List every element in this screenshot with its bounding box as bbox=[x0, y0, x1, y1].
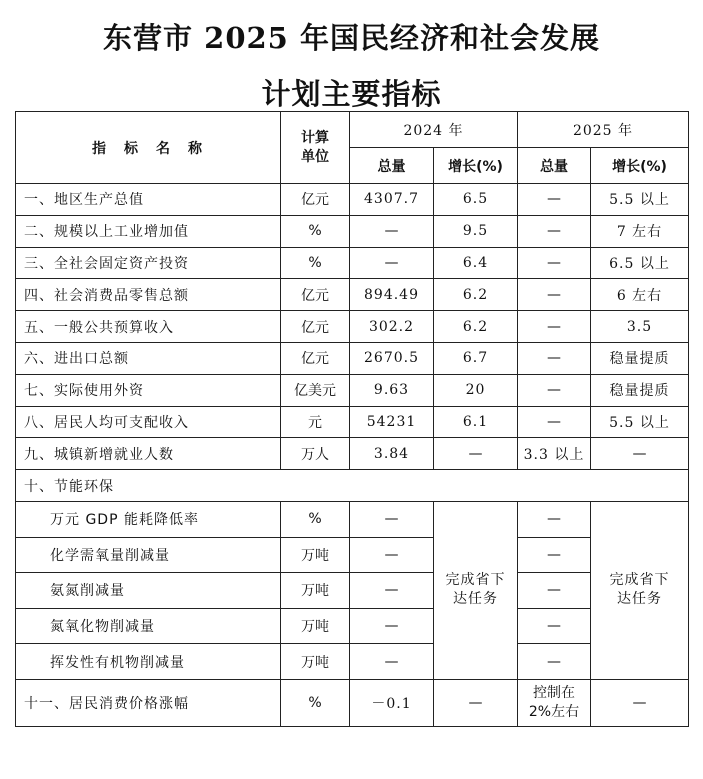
indicator-name: 八、居民人均可支配收入 bbox=[16, 406, 281, 438]
total-2025: — bbox=[518, 501, 591, 537]
indicator-unit: 亿元 bbox=[281, 311, 350, 343]
growth-2024: — bbox=[434, 679, 518, 726]
indicator-name: 九、城镇新增就业人数 bbox=[16, 438, 281, 470]
sub-indicator-name: 氨氮削减量 bbox=[16, 573, 281, 609]
document-title-line1: 东营市 2025 年国民经济和社会发展 bbox=[103, 21, 600, 55]
header-indicator-name: 指 标 名 称 bbox=[16, 112, 281, 184]
growth-2025: 5.5 以上 bbox=[591, 184, 689, 216]
indicator-name: 二、规模以上工业增加值 bbox=[16, 215, 281, 247]
growth-2024: — bbox=[434, 438, 518, 470]
total-2025: — bbox=[518, 573, 591, 609]
indicator-name: 三、全社会固定资产投资 bbox=[16, 247, 281, 279]
indicator-unit: 亿元 bbox=[281, 184, 350, 216]
indicator-unit: 万吨 bbox=[281, 608, 350, 644]
growth-2025: 稳量提质 bbox=[591, 342, 689, 374]
indicator-unit: 元 bbox=[281, 406, 350, 438]
indicators-table bbox=[15, 111, 689, 727]
header-total-2025: 总量 bbox=[518, 148, 591, 184]
growth-2025: 5.5 以上 bbox=[591, 406, 689, 438]
table-row bbox=[16, 537, 689, 573]
total-2025-text: 控制在2%左右 bbox=[528, 684, 580, 720]
total-2025: — bbox=[518, 406, 591, 438]
total-2024: 9.63 bbox=[350, 374, 434, 406]
total-2024: — bbox=[350, 215, 434, 247]
table-row bbox=[16, 342, 689, 374]
growth-2024: 6.2 bbox=[434, 279, 518, 311]
merged-growth-2025 bbox=[591, 501, 689, 679]
header-growth-2025: 增长(%) bbox=[591, 148, 689, 184]
total-2024: — bbox=[350, 501, 434, 537]
total-2024: 4307.7 bbox=[350, 184, 434, 216]
growth-2024: 6.1 bbox=[434, 406, 518, 438]
indicator-unit: 万吨 bbox=[281, 644, 350, 680]
indicator-name: 十一、居民消费价格涨幅 bbox=[16, 679, 281, 726]
total-2025: — bbox=[518, 342, 591, 374]
growth-2025: 7 左右 bbox=[591, 215, 689, 247]
total-2025 bbox=[518, 679, 591, 726]
header-year-2025: 2025 年 bbox=[518, 112, 689, 148]
total-2024: — bbox=[350, 573, 434, 609]
table-row bbox=[16, 573, 689, 609]
indicator-name: 四、社会消费品零售总额 bbox=[16, 279, 281, 311]
growth-2025: 6.5 以上 bbox=[591, 247, 689, 279]
total-2025: — bbox=[518, 215, 591, 247]
total-2025: — bbox=[518, 279, 591, 311]
table-row bbox=[16, 215, 689, 247]
total-2025: — bbox=[518, 537, 591, 573]
total-2025: — bbox=[518, 374, 591, 406]
sub-indicator-name: 万元 GDP 能耗降低率 bbox=[16, 501, 281, 537]
table-row bbox=[16, 247, 689, 279]
table-row bbox=[16, 184, 689, 216]
merged-growth-2024 bbox=[434, 501, 518, 679]
growth-2024: 9.5 bbox=[434, 215, 518, 247]
total-2024: －0.1 bbox=[350, 679, 434, 726]
indicator-unit: % bbox=[281, 501, 350, 537]
total-2025: — bbox=[518, 608, 591, 644]
sub-indicator-name: 挥发性有机物削减量 bbox=[16, 644, 281, 680]
table-row bbox=[16, 679, 689, 726]
document-title-line2: 计划主要指标 bbox=[261, 77, 442, 111]
growth-2024: 20 bbox=[434, 374, 518, 406]
indicator-name: 一、地区生产总值 bbox=[16, 184, 281, 216]
total-2024: 894.49 bbox=[350, 279, 434, 311]
total-2024: — bbox=[350, 608, 434, 644]
merged-growth-2024-text: 完成省下达任务 bbox=[445, 572, 506, 608]
growth-2025: 3.5 bbox=[591, 311, 689, 343]
growth-2025: 6 左右 bbox=[591, 279, 689, 311]
indicator-unit: % bbox=[281, 215, 350, 247]
total-2025: — bbox=[518, 184, 591, 216]
indicator-unit: 亿元 bbox=[281, 279, 350, 311]
table-row bbox=[16, 374, 689, 406]
indicator-unit: % bbox=[281, 247, 350, 279]
table-row bbox=[16, 279, 689, 311]
total-2024: 54231 bbox=[350, 406, 434, 438]
header-year-2024: 2024 年 bbox=[350, 112, 518, 148]
growth-2024: 6.2 bbox=[434, 311, 518, 343]
header-growth-2024: 增长(%) bbox=[434, 148, 518, 184]
indicator-unit: % bbox=[281, 679, 350, 726]
indicator-name: 六、进出口总额 bbox=[16, 342, 281, 374]
total-2024: 302.2 bbox=[350, 311, 434, 343]
total-2024: — bbox=[350, 537, 434, 573]
indicator-unit: 亿元 bbox=[281, 342, 350, 374]
table-row bbox=[16, 311, 689, 343]
total-2025: — bbox=[518, 311, 591, 343]
indicator-name: 七、实际使用外资 bbox=[16, 374, 281, 406]
total-2024: 3.84 bbox=[350, 438, 434, 470]
merged-growth-2025-text: 完成省下达任务 bbox=[609, 572, 670, 608]
table-row bbox=[16, 608, 689, 644]
growth-2024: 6.5 bbox=[434, 184, 518, 216]
total-2024: — bbox=[350, 644, 434, 680]
table-row bbox=[16, 470, 689, 502]
section-heading: 十、节能环保 bbox=[16, 470, 689, 502]
indicator-name: 五、一般公共预算收入 bbox=[16, 311, 281, 343]
total-2025: 3.3 以上 bbox=[518, 438, 591, 470]
table-row bbox=[16, 501, 689, 537]
total-2024: 2670.5 bbox=[350, 342, 434, 374]
indicator-unit: 万人 bbox=[281, 438, 350, 470]
table-row bbox=[16, 438, 689, 470]
table-row bbox=[16, 406, 689, 438]
growth-2025: 稳量提质 bbox=[591, 374, 689, 406]
sub-indicator-name: 氮氧化物削减量 bbox=[16, 608, 281, 644]
growth-2025: — bbox=[591, 438, 689, 470]
indicator-unit: 亿美元 bbox=[281, 374, 350, 406]
total-2025: — bbox=[518, 644, 591, 680]
growth-2025: — bbox=[591, 679, 689, 726]
growth-2024: 6.4 bbox=[434, 247, 518, 279]
indicator-unit: 万吨 bbox=[281, 573, 350, 609]
table-row bbox=[16, 644, 689, 680]
sub-indicator-name: 化学需氧量削减量 bbox=[16, 537, 281, 573]
growth-2024: 6.7 bbox=[434, 342, 518, 374]
total-2025: — bbox=[518, 247, 591, 279]
header-unit-text: 计算单位 bbox=[301, 129, 329, 165]
indicator-unit: 万吨 bbox=[281, 537, 350, 573]
header-unit bbox=[281, 112, 350, 184]
header-total-2024: 总量 bbox=[350, 148, 434, 184]
total-2024: — bbox=[350, 247, 434, 279]
